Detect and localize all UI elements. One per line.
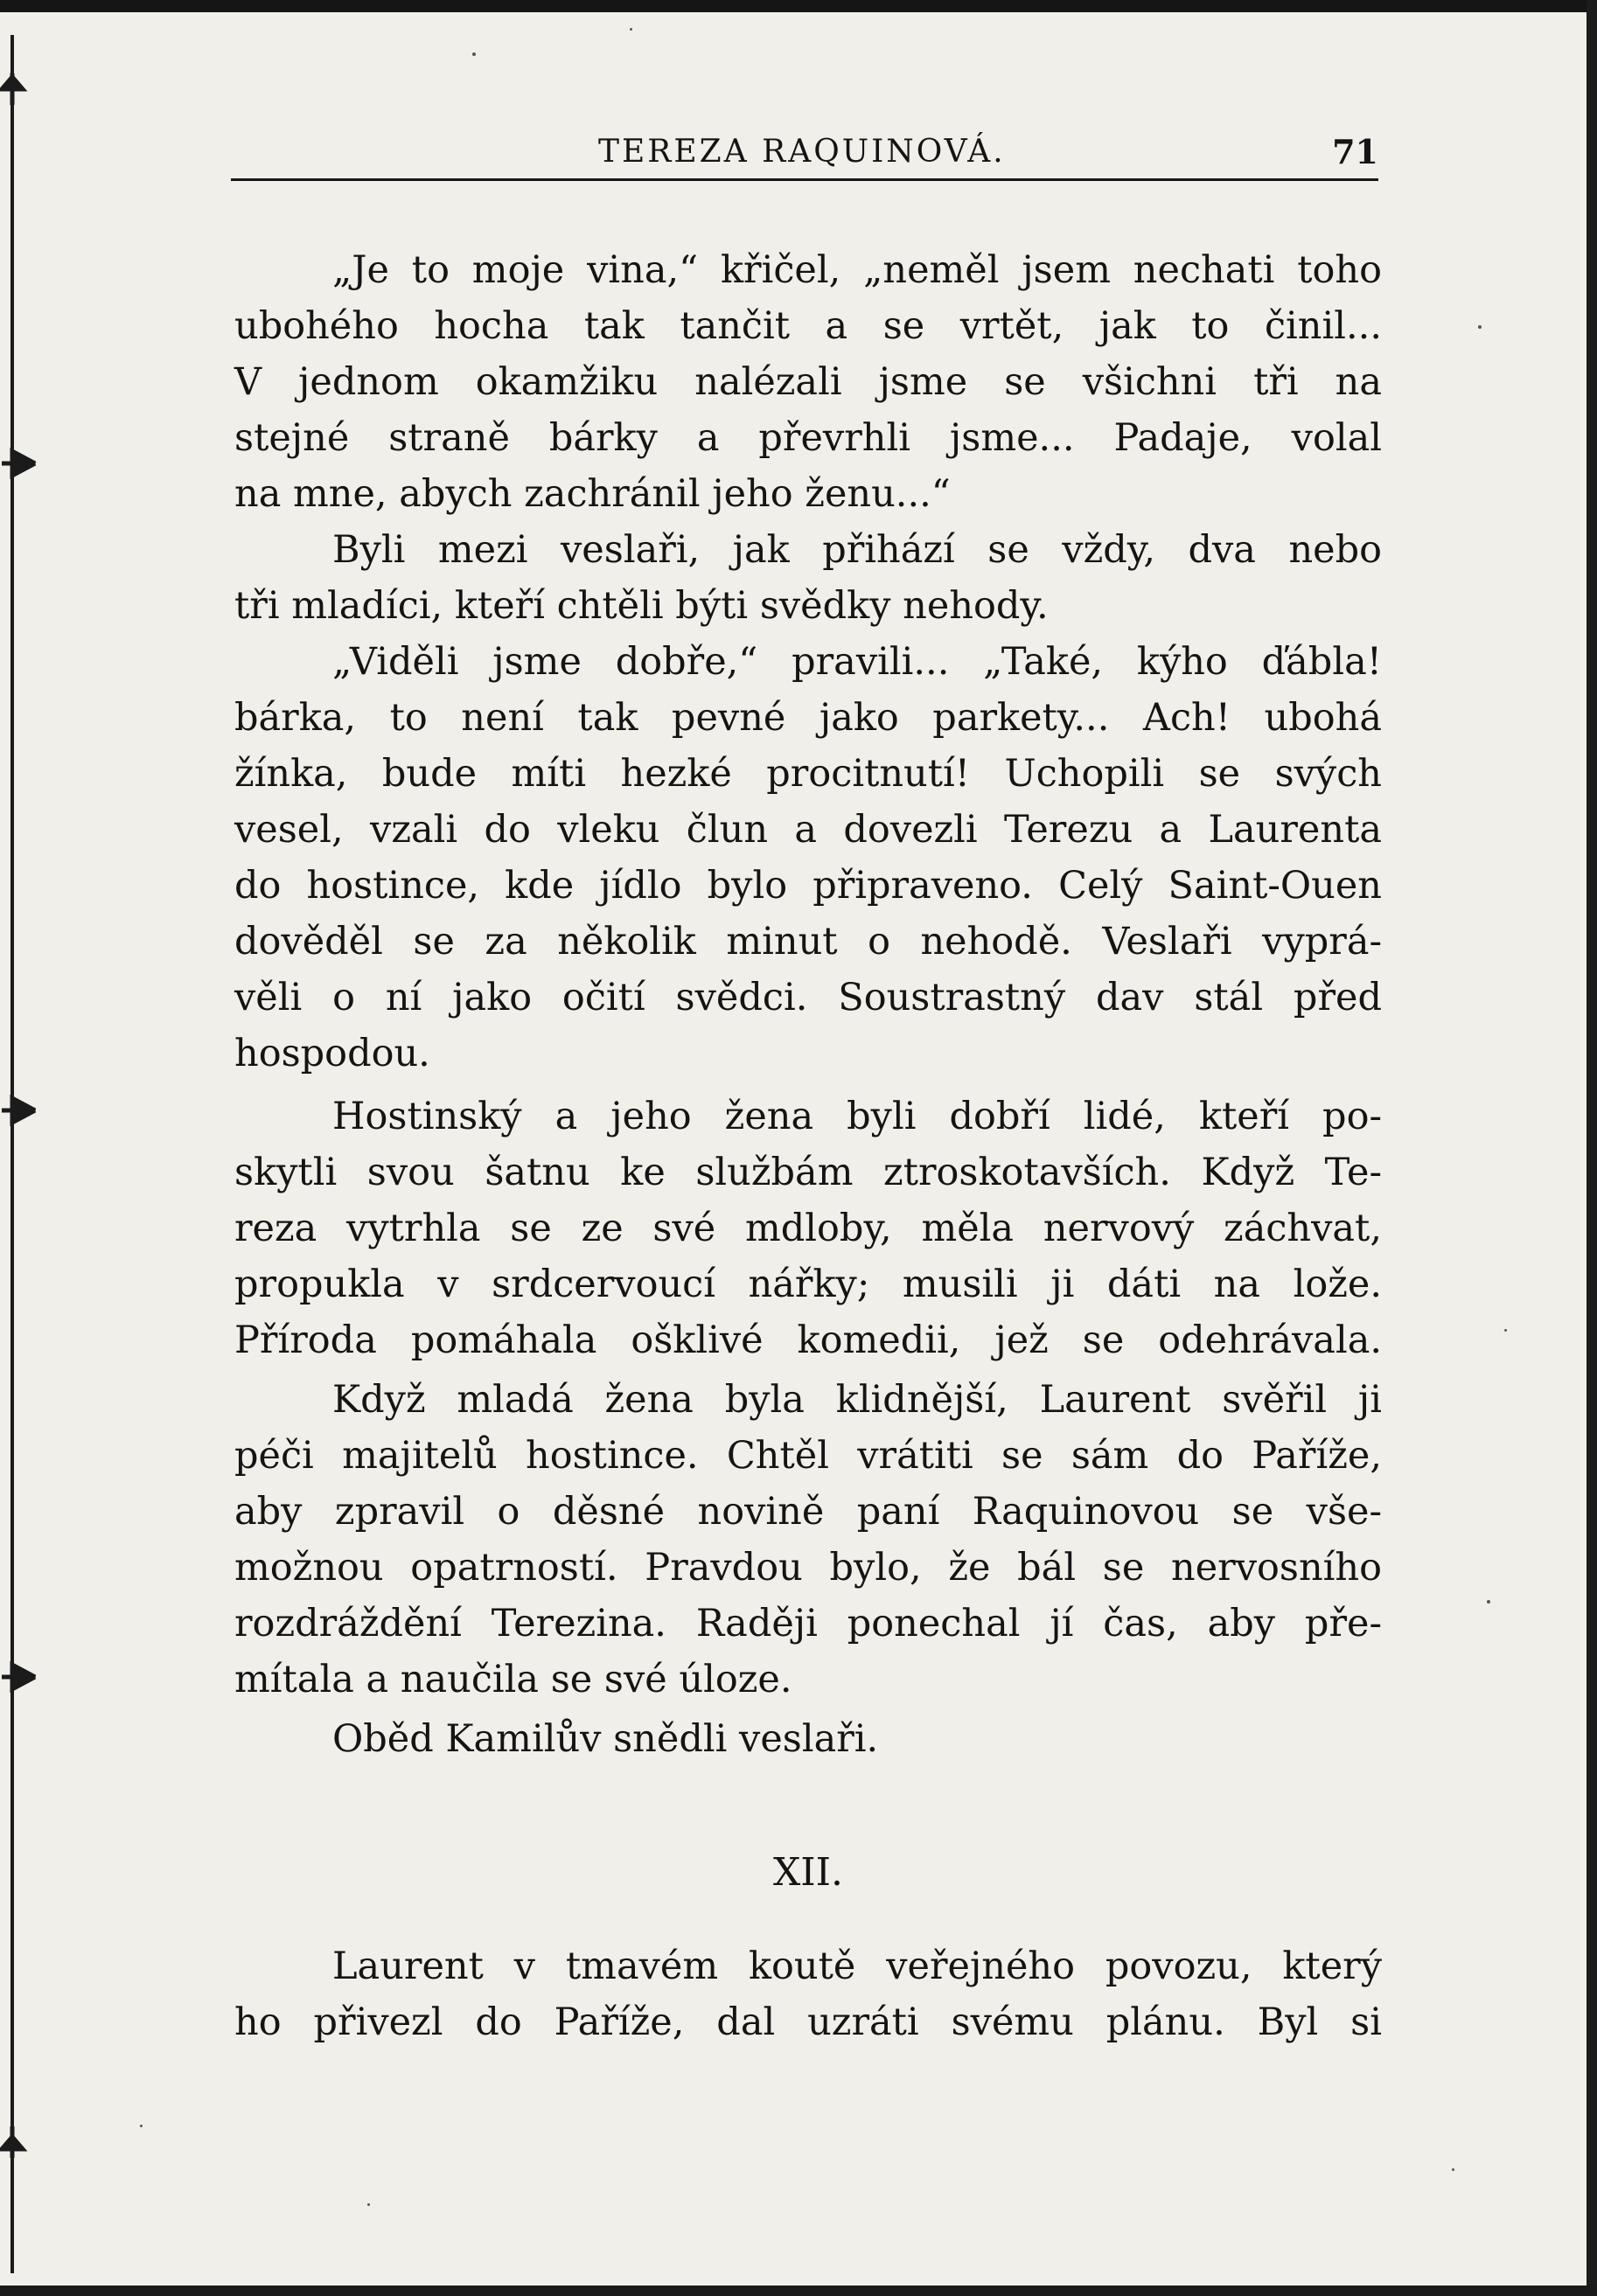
text-line: V jednom okamžiku nalézali jsme se všichni tři na <box>234 360 1382 404</box>
page-number: 71 <box>1332 132 1378 171</box>
text-line: bárka, to není tak pevné jako parkety... Ach! ubohá <box>234 696 1382 740</box>
text-line: „Je to moje vina,“ křičel, „neměl jsem nechati toho <box>332 248 1382 292</box>
text-line: vesel, vzali do vleku člun a dovezli Terezu a Laurenta <box>234 808 1382 852</box>
text-line: dověděl se za několik minut o nehodě. Veslaři vyprá- <box>234 920 1382 964</box>
text-line: Oběd Kamilův snědli veslaři. <box>332 1717 879 1761</box>
text-line: aby zpravil o děsné novině paní Raquinovou se vše- <box>234 1490 1382 1534</box>
text-line: na mne, abych zachránil jeho ženu...“ <box>234 472 951 516</box>
scan-edge-right <box>1587 0 1597 2296</box>
text-line: péči majitelů hostince. Chtěl vrátiti se sám do Paříže, <box>234 1434 1382 1478</box>
scan-edge-top <box>0 0 1597 12</box>
running-head-title: TEREZA RAQUINOVÁ. <box>598 134 1006 170</box>
text-line: reza vytrhla se ze své mdloby, měla nervový záchvat, <box>234 1207 1382 1250</box>
text-line: Laurent v tmavém koutě veřejného povozu, který <box>332 1945 1382 1988</box>
text-line: do hostince, kde jídlo bylo připraveno. Celý Saint-Ouen <box>234 864 1382 908</box>
text-line: ubohého hocha tak tančit a se vrtět, jak to činil... <box>234 304 1382 348</box>
text-line: možnou opatrností. Pravdou bylo, že bál se nervosního <box>234 1546 1382 1590</box>
binding-arrow-icon <box>0 444 38 483</box>
text-line: tři mladíci, kteří chtěli býti svědky nehody. <box>234 584 1049 628</box>
running-head <box>231 129 1378 175</box>
text-line: skytli svou šatnu ke službám ztroskotavších. Když Te- <box>234 1151 1382 1194</box>
chapter-heading: XII. <box>772 1850 844 1895</box>
text-line: Když mladá žena byla klidnější, Laurent svěřil ji <box>332 1378 1382 1422</box>
text-line: žínka, bude míti hezké procitnutí! Uchopili se svých <box>234 752 1382 796</box>
text-line: Hostinský a jeho žena byli dobří lidé, kteří po- <box>332 1095 1382 1138</box>
text-line: hospodou. <box>234 1032 430 1075</box>
binding-arrow-icon <box>0 2123 38 2161</box>
binding-line <box>10 35 14 2273</box>
running-head-rule <box>231 178 1378 181</box>
binding-arrow-icon <box>0 70 38 108</box>
text-line: rozdráždění Terezina. Raději ponechal jí čas, aby pře- <box>234 1602 1382 1645</box>
text-line: „Viděli jsme dobře,“ pravili... „Také, kýho ďábla! <box>332 640 1382 684</box>
scan-edge-bottom <box>0 2286 1597 2296</box>
binding-arrow-icon <box>0 1658 38 1696</box>
text-line: propukla v srdcervoucí nářky; musili ji dáti na lože. <box>234 1263 1382 1306</box>
text-line: mítala a naučila se své úloze. <box>234 1658 792 1701</box>
text-line: stejné straně bárky a převrhli jsme... Padaje, volal <box>234 416 1382 460</box>
text-line: Byli mezi veslaři, jak přihází se vždy, dva nebo <box>332 528 1382 572</box>
text-line: ho přivezl do Paříže, dal uzráti svému plánu. Byl si <box>234 2000 1382 2044</box>
binding-arrow-icon <box>0 1091 38 1130</box>
text-line: věli o ní jako očití svědci. Soustrastný dav stál před <box>234 976 1382 1019</box>
text-line: Příroda pomáhala ošklivé komedii, jež se odehrávala. <box>234 1318 1382 1362</box>
